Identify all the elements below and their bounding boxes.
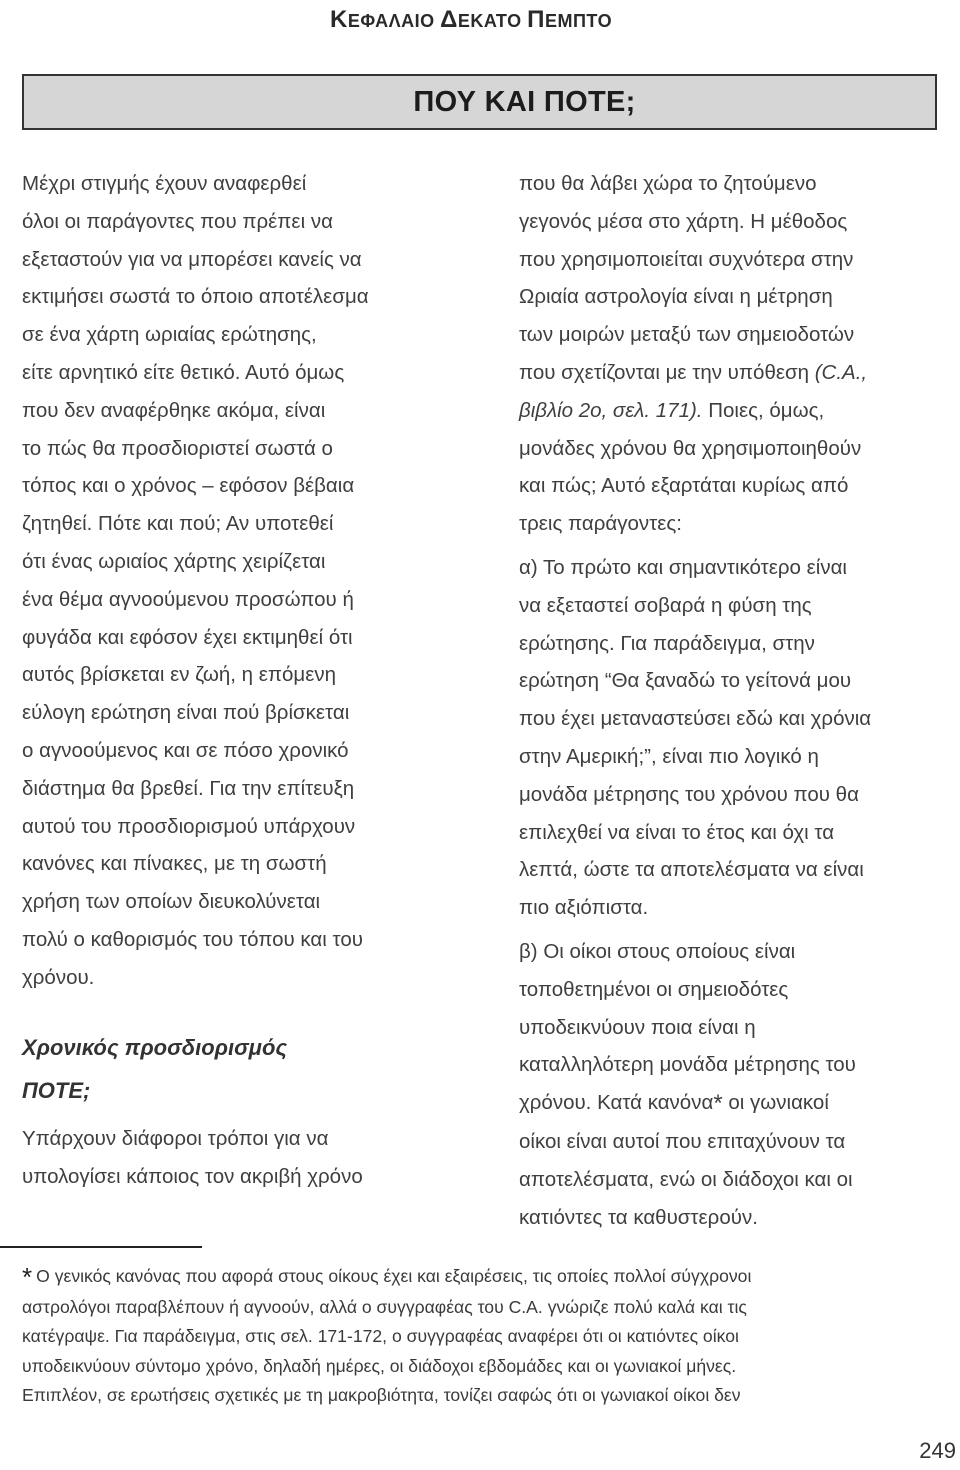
text-line: αυτού του προσδιορισμού υπάρχουν [22, 814, 356, 838]
chapter-header [330, 6, 690, 34]
text-line: Υπάρχουν διάφοροι τρόποι για να [22, 1127, 329, 1151]
text-line: των μοιρών μεταξύ των σημειοδοτών [519, 323, 855, 347]
text-line: ένα θέμα αγνοούμενου προσώπου ή [22, 587, 354, 611]
right-column [519, 165, 959, 1236]
text-segment: Ο γενικός κανόνας που αφορά στους οίκους έχει και εξαιρέσεις, τις οποίες πολλοί σύγχρονοι [36, 1266, 752, 1286]
text-line: κανόνες και πίνακες, με τη σωστή [22, 852, 327, 876]
right-paragraph-1 [519, 165, 959, 543]
footnote-line: Επιπλέον, σε ερωτήσεις σχετικές με τη μακροβιότητα, τονίζει σαφώς ότι οι γωνιακοί οίκοι δεν [22, 1385, 741, 1405]
citation-text: (C.A., [814, 360, 868, 384]
text-line: εύλογη ερώτηση είναι πού βρίσκεται [22, 701, 350, 725]
section-subheading: Χρονικός προσδιορισμός [22, 1034, 288, 1060]
text-line: χρόνου. [22, 965, 95, 989]
text-line: να εξεταστεί σοβαρά η φύση της [519, 593, 812, 617]
text-line: α) Το πρώτο και σημαντικότερο είναι [519, 555, 847, 579]
footnote-line: υποδεικνύουν σύντομο χρόνο, δηλαδή ημέρες, οι διάδοχοι εβδομάδες και οι γωνιακοί μήνες. [22, 1355, 737, 1376]
chapter-word-2-initial: Δ [440, 6, 458, 33]
text-line: ο αγνοούμενος και σε πόσο χρονικό [22, 738, 349, 762]
text-line: κατιόντες τα καθυστερούν. [519, 1205, 758, 1229]
text-line: ερώτηση “Θα ξαναδώ το γείτονά μου [519, 669, 852, 693]
text-line: μονάδα μέτρησης του χρόνου που θα [519, 782, 859, 806]
page-number: 249 [919, 1438, 956, 1463]
footnote-line [22, 1262, 957, 1293]
text-line: οίκοι είναι αυτοί που επιταχύνουν τα [519, 1129, 846, 1153]
text-line: που έχει μεταναστεύσει εδώ και χρόνια [519, 707, 872, 731]
text-line: Μέχρι στιγμής έχουν αναφερθεί [22, 172, 307, 195]
text-line: τοποθετημένοι οι σημειοδότες [519, 977, 789, 1001]
footnote-marker: * [713, 1090, 723, 1118]
text-line: ζητηθεί. Πότε και πού; Αν υποτεθεί [22, 512, 334, 536]
text-line [519, 1084, 959, 1123]
footnote-line: αστρολόγοι παραβλέπουν ή αγνοούν, αλλά ο συγγραφέας του C.A. γνώριζε πολύ καλά και τις [22, 1296, 747, 1317]
text-line: ότι ένας ωριαίος χάρτης χειρίζεται [22, 549, 326, 573]
text-line: ερώτησης. Για παράδειγμα, στην [519, 631, 815, 655]
text-line: στην Αμερική;”, είναι πιο λογικό η [519, 744, 819, 768]
page-title: ΠΟΥ ΚΑΙ ΠΟΤΕ; [413, 86, 636, 118]
text-line: Ωριαία αστρολογία είναι η μέτρηση [519, 285, 833, 309]
right-paragraph-3 [519, 933, 959, 1236]
text-line: που δεν αναφέρθηκε ακόμα, είναι [22, 398, 326, 422]
left-paragraph-1 [22, 165, 462, 997]
text-line: υπολογίσει κάποιος τον ακριβή χρόνο [22, 1164, 363, 1188]
text-line: μονάδες χρόνου θα χρησιμοποιηθούν [519, 436, 862, 460]
text-segment: Ποιες, όμως, [702, 398, 825, 422]
title-box [22, 74, 937, 130]
text-segment: οι γωνιακοί [722, 1091, 829, 1115]
text-segment: χρόνου. Κατά κανόνα [519, 1091, 714, 1115]
text-line: είτε αρνητικό είτε θετικό. Αυτό όμως [22, 360, 345, 384]
footnote-line: κατέγραψε. Για παράδειγμα, στις σελ. 171-172, ο συγγραφέας αναφέρει ότι οι κατιόντες οίκοι [22, 1326, 739, 1346]
chapter-word-1-initial: Κ [330, 6, 348, 33]
text-line: πολύ ο καθορισμός του τόπου και του [22, 927, 363, 951]
chapter-word-3-rest: ΕΜΠΤΟ [544, 11, 613, 31]
text-line: καταλληλότερη μονάδα μέτρησης του [519, 1053, 856, 1077]
section-subheading-when: ΠΟΤΕ; [22, 1078, 91, 1104]
footnote [22, 1262, 957, 1411]
footnote-divider [0, 1246, 202, 1248]
text-line: όλοι οι παράγοντες που πρέπει να [22, 209, 333, 233]
text-line: το πώς θα προσδιοριστεί σωστά ο [22, 436, 333, 460]
text-line [519, 354, 959, 392]
text-line: λεπτά, ώστε τα αποτελέσματα να είναι [519, 858, 864, 882]
text-line: εκτιμήσει σωστά το όποιο αποτέλεσμα [22, 285, 369, 309]
text-line: τόπος και ο χρόνος – εφόσον βέβαια [22, 474, 355, 498]
text-line: και πώς; Αυτό εξαρτάται κυρίως από [519, 474, 849, 498]
text-line: β) Οι οίκοι στους οποίους είναι [519, 939, 796, 963]
text-line: αποτελέσματα, ενώ οι διάδοχοι και οι [519, 1167, 853, 1191]
text-line: επιλεχθεί να είναι το έτος και όχι τα [519, 820, 835, 844]
text-line: πιο αξιόπιστα. [519, 896, 649, 920]
right-paragraph-2 [519, 549, 959, 927]
footnote-marker: * [22, 1262, 33, 1292]
text-line: γεγονός μέσα στο χάρτη. Η μέθοδος [519, 209, 848, 233]
text-line: που θα λάβει χώρα το ζητούμενο [519, 172, 817, 195]
chapter-word-1-rest: ΕΦΑΛΑΙΟ [347, 11, 441, 31]
left-paragraph-2 [22, 1120, 462, 1196]
citation-text: βιβλίο 2ο, σελ. 171). [519, 398, 703, 422]
text-segment: που σχετίζονται με την υπόθεση [519, 360, 815, 384]
chapter-word-2-rest: ΕΚΑΤΟ [457, 11, 528, 31]
text-line: εξεταστούν για να μπορέσει κανείς να [22, 247, 362, 271]
text-line: σε ένα χάρτη ωριαίας ερώτησης, [22, 323, 317, 347]
text-line: διάστημα θα βρεθεί. Για την επίτευξη [22, 776, 355, 800]
text-line [519, 392, 959, 430]
text-line: τρεις παράγοντες: [519, 512, 682, 536]
text-line: χρήση των οποίων διευκολύνεται [22, 890, 321, 914]
chapter-word-3-initial: Π [527, 6, 545, 33]
text-line: φυγάδα και εφόσον έχει εκτιμηθεί ότι [22, 625, 353, 649]
text-line: αυτός βρίσκεται εν ζωή, η επόμενη [22, 663, 337, 687]
text-line: που χρησιμοποιείται συχνότερα στην [519, 247, 854, 271]
text-line: υποδεικνύουν ποια είναι η [519, 1015, 756, 1039]
left-column [22, 165, 462, 1196]
